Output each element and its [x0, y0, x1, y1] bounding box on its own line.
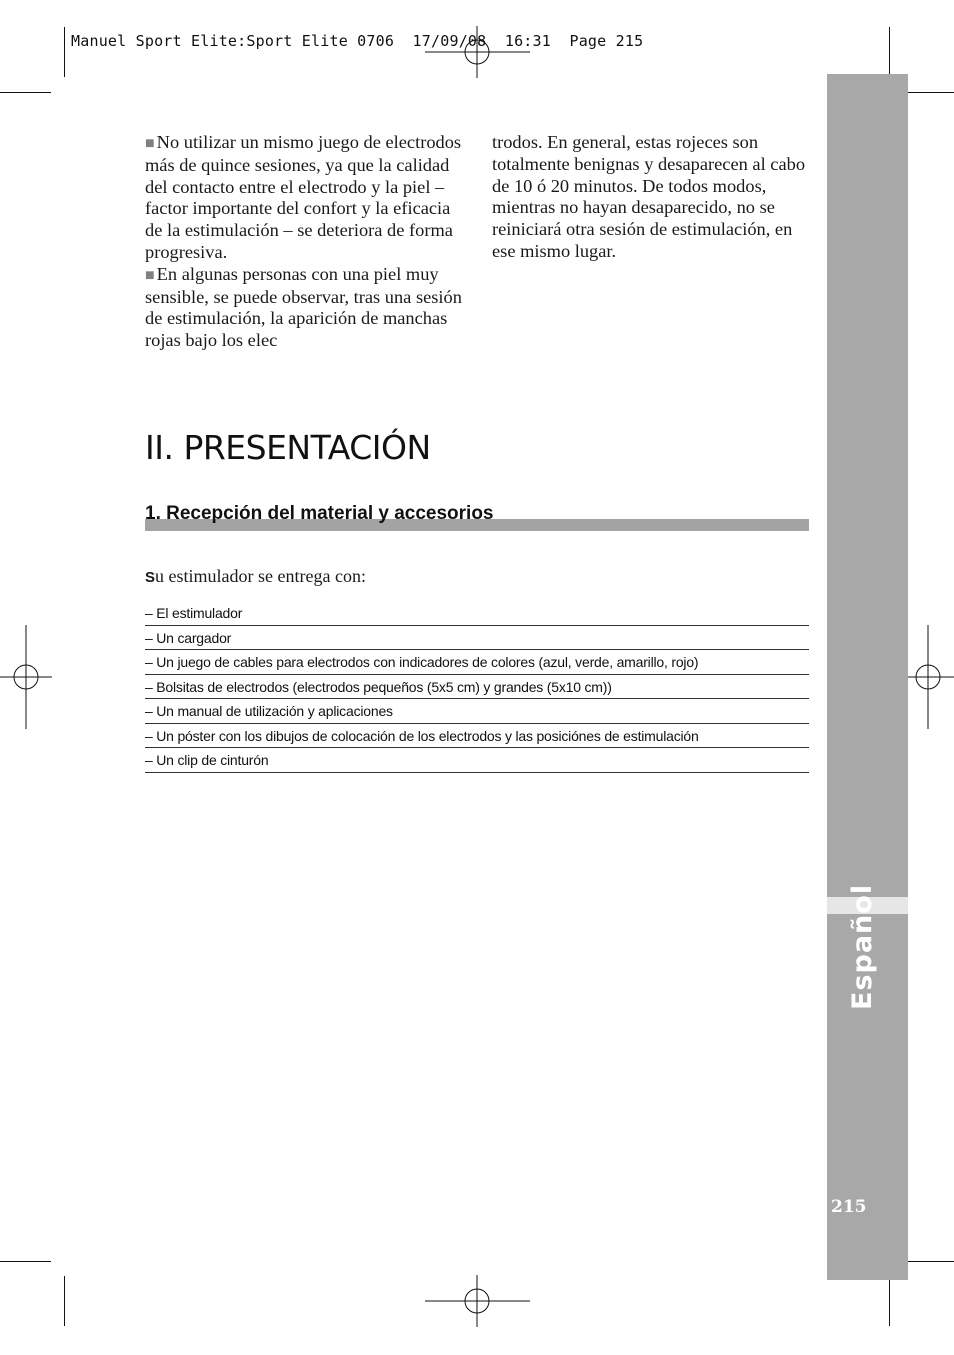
page-number: 215	[831, 1197, 867, 1217]
crop-mark	[889, 27, 890, 77]
list-item: – Bolsitas de electrodos (electrodos pequeños (5x5 cm) y grandes (5x10 cm))	[145, 675, 809, 700]
list-item: – El estimulador	[145, 601, 809, 626]
crop-mark	[0, 92, 51, 93]
body-column-right	[492, 132, 814, 263]
crop-mark	[64, 1276, 65, 1326]
registration-mark-right	[902, 625, 954, 729]
body-column-left	[145, 132, 465, 352]
language-sidebar	[827, 74, 908, 1280]
intro-sentence: Su estimulador se entrega con:	[145, 566, 366, 586]
subsection-title: 1. Recepción del material y accesorios	[145, 503, 494, 524]
registration-mark-left	[0, 625, 52, 729]
paragraph: ■ No utilizar un mismo juego de electrodos más de quince sesiones, ya que la calidad del contacto entre el electrodo y la piel – factor importante del confort y la eficacia de la estimulación – se deteriora de forma progresiva.	[145, 132, 462, 262]
paragraph: ■ En algunas personas con una piel muy sensible, se puede observar, tras una sesión de estimulación, la aparición de manchas rojas bajo los elec	[145, 263, 462, 351]
list-item: – Un juego de cables para electrodos con indicadores de colores (azul, verde, amarillo, rojo)	[145, 650, 809, 675]
paragraph: trodos. En general, estas rojeces son totalmente benignas y desaparecen al cabo de 10 ó 20 minutos. De todos modos, mientras no hayan desaparecido, no se reiniciará otra sesión de estimulación, en ese mismo lugar.	[492, 132, 806, 261]
crop-mark	[0, 1261, 51, 1262]
crop-mark	[902, 1261, 954, 1262]
crop-mark	[902, 92, 954, 93]
section-title: II. PRESENTACIÓN	[145, 428, 431, 467]
crop-mark	[889, 1276, 890, 1326]
list-item: – Un cargador	[145, 626, 809, 651]
language-tab-label: Español	[847, 883, 878, 1010]
square-bullet-icon: ■	[145, 266, 155, 284]
drop-cap: S	[145, 569, 156, 586]
registration-mark-bottom	[425, 1275, 530, 1327]
print-slug: Manuel Sport Elite:Sport Elite 0706 17/09/08 16:31 Page 215	[71, 32, 644, 50]
list-item: – Un manual de utilización y aplicaciones	[145, 699, 809, 724]
list-item: – Un póster con los dibujos de colocación de los electrodos y las posiciónes de estimulación	[145, 724, 809, 749]
accessory-list	[145, 601, 809, 773]
crop-mark	[64, 27, 65, 77]
square-bullet-icon: ■	[145, 135, 155, 152]
list-item: – Un clip de cinturón	[145, 748, 809, 773]
